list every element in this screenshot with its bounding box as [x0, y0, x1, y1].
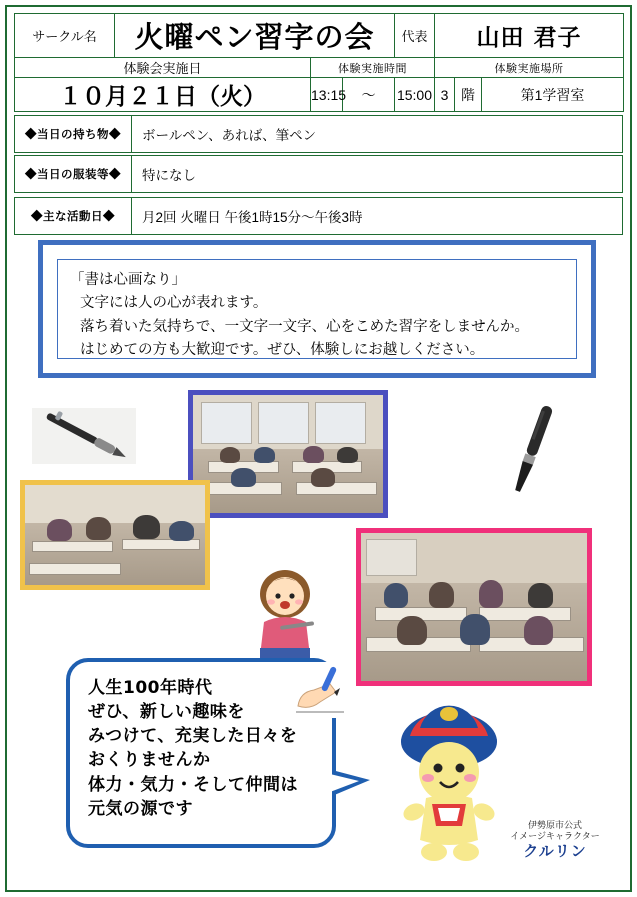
trial-time-separator: 〜 [343, 78, 395, 112]
message-box [38, 240, 596, 378]
ballpoint-pen-image [30, 400, 140, 470]
floor-unit: 階 [455, 78, 482, 112]
bubble-line-3: みつけて、充実した日々を [88, 726, 298, 747]
message-inner-border [57, 259, 577, 359]
bubble-line-5: 体力・気力・そして仲間は [88, 774, 298, 795]
info-row-belongings [14, 115, 623, 153]
trial-time-end: 15:00 [395, 78, 435, 112]
trial-date-label: 体験会実施日 [15, 58, 311, 78]
info-row-clothing [14, 155, 623, 193]
info-label-activity-days: ◆主な活動日◆ [15, 198, 132, 234]
circle-name-label: サークル名 [15, 14, 115, 58]
classroom-photo-left [20, 480, 210, 590]
bubble-line-6: 元気の源です [88, 798, 193, 819]
mascot-caption [490, 820, 620, 861]
message-line-1: 「書は心画なり」 [70, 272, 186, 288]
representative-name: 山田 君子 [435, 14, 624, 58]
message-line-3: 落ち着いた気持ちで、一文字一文字、心をこめた習字をしませんか。 [80, 318, 530, 335]
floor-number: 3 [435, 78, 455, 112]
trial-place-label: 体験実施場所 [435, 58, 624, 78]
mascot-caption-line1: 伊勢原市公式 [527, 820, 582, 830]
info-value-belongings: ボールペン、あれば、筆ペン [142, 128, 317, 143]
bubble-line-1: 人生100年時代 [88, 678, 213, 698]
info-value-activity-days: 月2回 火曜日 午後1時15分〜午後3時 [142, 210, 363, 225]
info-value-clothing: 特になし [142, 168, 196, 183]
header-table [14, 13, 624, 112]
room-name: 第1学習室 [482, 78, 624, 112]
representative-label: 代表 [395, 14, 435, 58]
bubble-line-4: おくりませんか [88, 750, 211, 771]
writing-hand-icon [290, 662, 352, 718]
trial-date-value: １０月２１日（火） [15, 78, 311, 112]
message-line-2: 文字には人の心が表れます。 [80, 295, 268, 312]
classroom-photo-right [356, 528, 592, 686]
brush-pen-image [478, 398, 588, 508]
bubble-line-2: ぜひ、新しい趣味を [88, 702, 245, 723]
classroom-photo-center [188, 390, 388, 518]
trial-time-label: 体験実施時間 [311, 58, 435, 78]
circle-name-value: 火曜ペン習字の会 [115, 14, 395, 58]
info-row-activity-days [14, 197, 623, 235]
info-label-belongings: ◆当日の持ち物◆ [15, 116, 132, 152]
info-label-clothing: ◆当日の服装等◆ [15, 156, 132, 192]
girl-illustration [240, 560, 330, 670]
speech-bubble-tail-inner [330, 774, 359, 792]
mascot-caption-line2: イメージキャラクター [510, 831, 600, 842]
mascot-name: クルリン [523, 842, 587, 860]
message-line-4: はじめての方も大歓迎です。ぜひ、体験しにお越しください。 [80, 342, 485, 359]
trial-time-start: 13:15 [311, 78, 343, 112]
